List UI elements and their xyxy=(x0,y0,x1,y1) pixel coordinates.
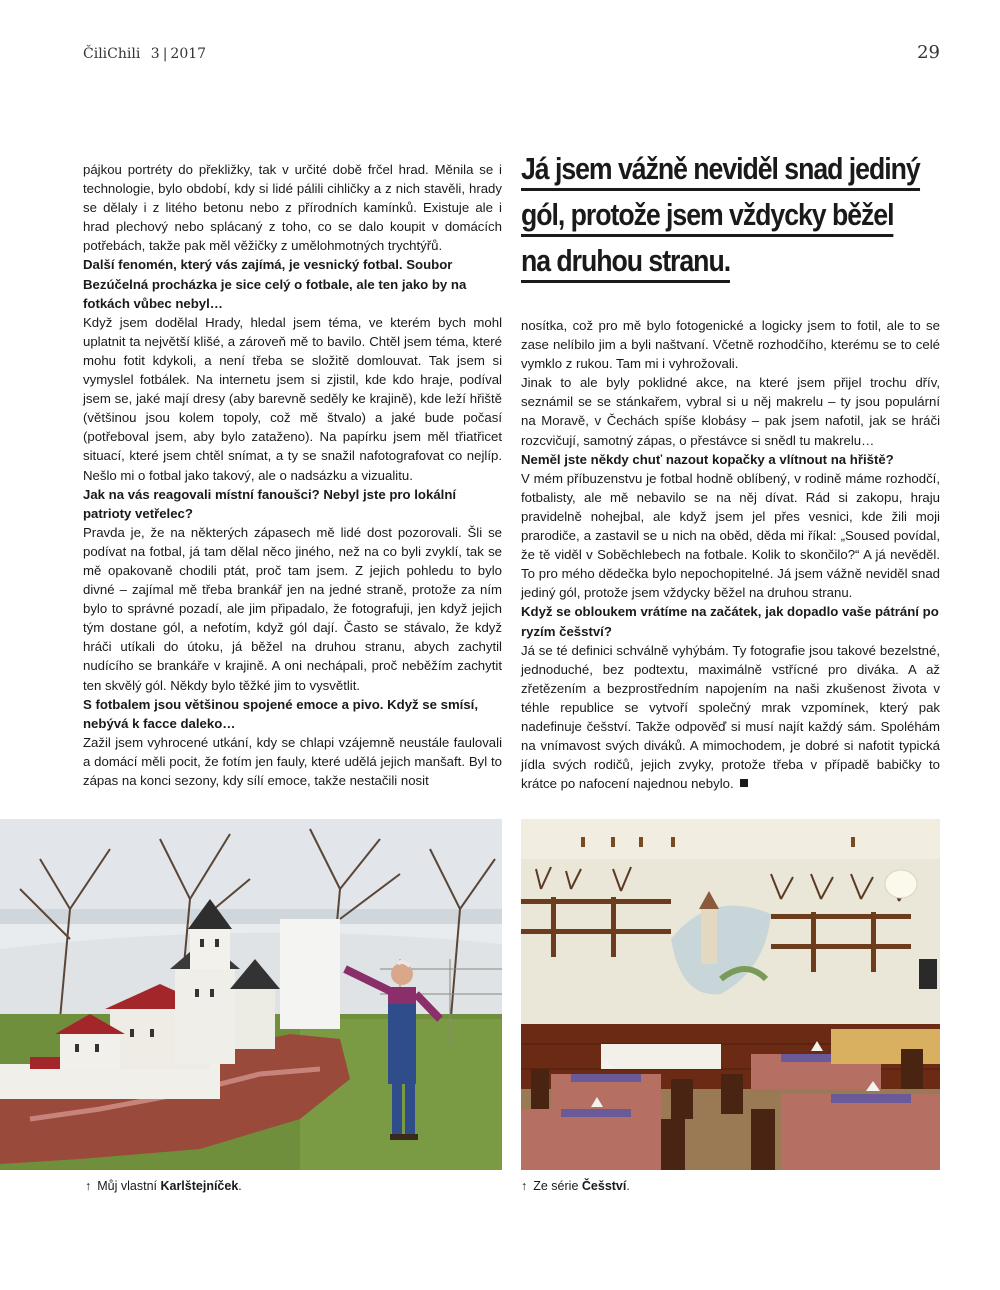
photo-caption-left: ↑ Můj vlastní Karlštejníček. xyxy=(85,1179,242,1193)
pub-interior-photo xyxy=(521,819,940,1170)
interview-question: Další fenomén, který vás zajímá, je vesnický fotbal. Soubor Bezúčelná procházka je sice celý o fotbale, ale ten jako by na fotkách vůbec nebyl… xyxy=(83,257,467,311)
end-of-article-mark xyxy=(740,779,748,787)
body-paragraph: Já se té definici schválně vyhýbám. Ty fotografie jsou takové bezelstné, jednoduché, bez podtextu, maximálně vstřícné pro diváka. A až zřetězením a bezprostředním napojením na naši zkušenost života v téhle republice se vytvoří společný mrak vzpomínek, který pak nadefinuje češství. Takže odpověď si musí najít každý sám. Spoléhám na vnímavost svých diváků. A mimochodem, je dobré si nafotit typická jídla svých rodičů, jejich zvyky, protože třeba v případě babičky to krátce po nafocení najednou nebylo. xyxy=(521,642,940,792)
caption-title: Karlštejníček xyxy=(160,1179,239,1193)
castle-model-photo xyxy=(0,819,502,1170)
pull-quote-line: gól, protože jsem vždycky běžel xyxy=(521,196,893,237)
issue-number: 3 xyxy=(150,46,160,62)
pull-quote-line: na druhou stranu. xyxy=(521,242,730,283)
body-paragraph: Když jsem dodělal Hrady, hledal jsem téma, ve kterém bych mohl uplatnit ta největší klišé, a zároveň mě to bavilo. Chtěl jsem téma, které mohu fotit kdykoli, a není třeba se složitě domlouvat. Tak jsem si vymyslel fotbálek. Na internetu jsem si zjistil, kde kdo hraje, podíval jsem se, jaké mají dresy (aby barevně seděly ke krajině), kde leží hřiště (většinou jsou kolem topoly, což mě štvalo) a jaké bude počasí (potřeboval jsem, aby bylo zataženo). Na papírku jsem měl třiatřicet situací, které jsem chtěl snímat, a ty se snažil nafotografovat co nejlíp. Nešlo mi o fotbal jako takový, ale o nadsázku a vizualitu. xyxy=(83,314,502,483)
page-number: 29 xyxy=(917,42,940,63)
interview-question: S fotbalem jsou většinou spojené emoce a pivo. Když se smísí, nebývá k facce daleko… xyxy=(83,696,479,731)
interview-question: Když se obloukem vrátíme na začátek, jak dopadlo vaše pátrání po ryzím češství? xyxy=(521,604,939,639)
body-paragraph: pájkou portréty do překližky, tak v určité době frčel hrad. Měnila se i technologie, bylo období, kdy si lidé pálili cihličky a z nich stavěli, hrady se dělaly i z litého betonu nebo z přírodních kamínků. Existuje ale i hrad plechový nebo splácaný z toho, co se dalo koupit v domácích potřebách, takže pak měl věžičky z umělohmotných trychtýřů. xyxy=(83,162,502,254)
body-paragraph: Pravda je, že na některých zápasech mě lidé dost pozorovali. Šli se podívat na fotbal, já tam dělal něco jiného, než na co byli zvyklí, tak se mě opakovaně chodili ptát, proč tam jsem. Z jejich pohledu to bylo divné – zajímal mě třeba brankář jen na jedné straně, protože za ním bylo to správné pozadí, ale jim připadalo, že fotografuji, jen když jejich tým dostane gól, a nefotím, když gól dají. Často se stávalo, že když hráči utíkali do útoku, já běžel na druhou stranu, abych zachytil nudícího se brankáře v krajině. A oni nechápali, proč neběžím zachytit ten skvělý gól. Někdy bylo těžké jim to vysvětlit. xyxy=(83,524,502,693)
magazine-name: ČiliChili xyxy=(83,46,141,62)
running-header: ČiliChili 3 | 2017 xyxy=(83,46,207,62)
left-text-column xyxy=(83,160,502,790)
interview-question: Jak na vás reagovali místní fanoušci? Nebyl jste pro lokální patrioty vetřelec? xyxy=(83,486,457,521)
photo-caption-right: ↑ Ze série Češství. xyxy=(521,1179,630,1193)
arrow-up-icon: ↑ xyxy=(85,1179,92,1193)
arrow-up-icon: ↑ xyxy=(521,1179,528,1193)
caption-title: Češství xyxy=(581,1179,627,1193)
body-paragraph: Zažil jsem vyhrocené utkání, kdy se chlapi vzájemně neustále faulovali a domácí měli pocit, že fotím jen fauly, které udělá jejich manšaft. Byl to zápas na konci sezony, kdy sílí emoce, takže nestačili nosit xyxy=(83,734,502,788)
body-paragraph: V mém příbuzenstvu je fotbal hodně oblíbený, v rodině máme rozhodčí, fotbalisty, ale mě nebavilo se na něj dívat. Rád si zakopu, hraju pravidelně nohejbal, ale když jsem jel přes vesnici, kde žili moji prarodiče, a zastavil se u nich na oběd, děda mi říkal: „Soused povídal, že tě viděl v Soběchlebech na fotbale. Kolik to skončilo?“ A já nevěděl. To pro mého dědečka bylo nepochopitelné. Já jsem vážně neviděl snad jediný gól, protože jsem vždycky běžel na druhou stranu. xyxy=(521,470,940,601)
body-paragraph: Jinak to ale byly poklidné akce, na které jsem přijel trochu dřív, seznámil se se stánkařem, vybral si u něj makrelu – ty jsou populární na Moravě, v Čechách spíše klobásy – pak jsem nafotil, jak se hráči rozcvičují, samotný zápas, o přestávce si snědl tu makrelu… xyxy=(521,375,940,448)
pull-quote xyxy=(521,150,941,288)
pull-quote-line: Já jsem vážně neviděl snad jediný xyxy=(521,150,920,191)
interview-question: Neměl jste někdy chuť nazout kopačky a vlítnout na hřiště? xyxy=(521,451,894,467)
issue-year: 2017 xyxy=(170,46,207,62)
body-paragraph: nosítka, což pro mě bylo fotogenické a logicky jsem to fotil, ale to se zase nelíbilo jim a byli naštvaní. Včetně rozhodčího, kterému se to celé vymklo z rukou. Tam mi i vyhrožovali. xyxy=(521,318,940,372)
right-text-column xyxy=(521,316,940,793)
